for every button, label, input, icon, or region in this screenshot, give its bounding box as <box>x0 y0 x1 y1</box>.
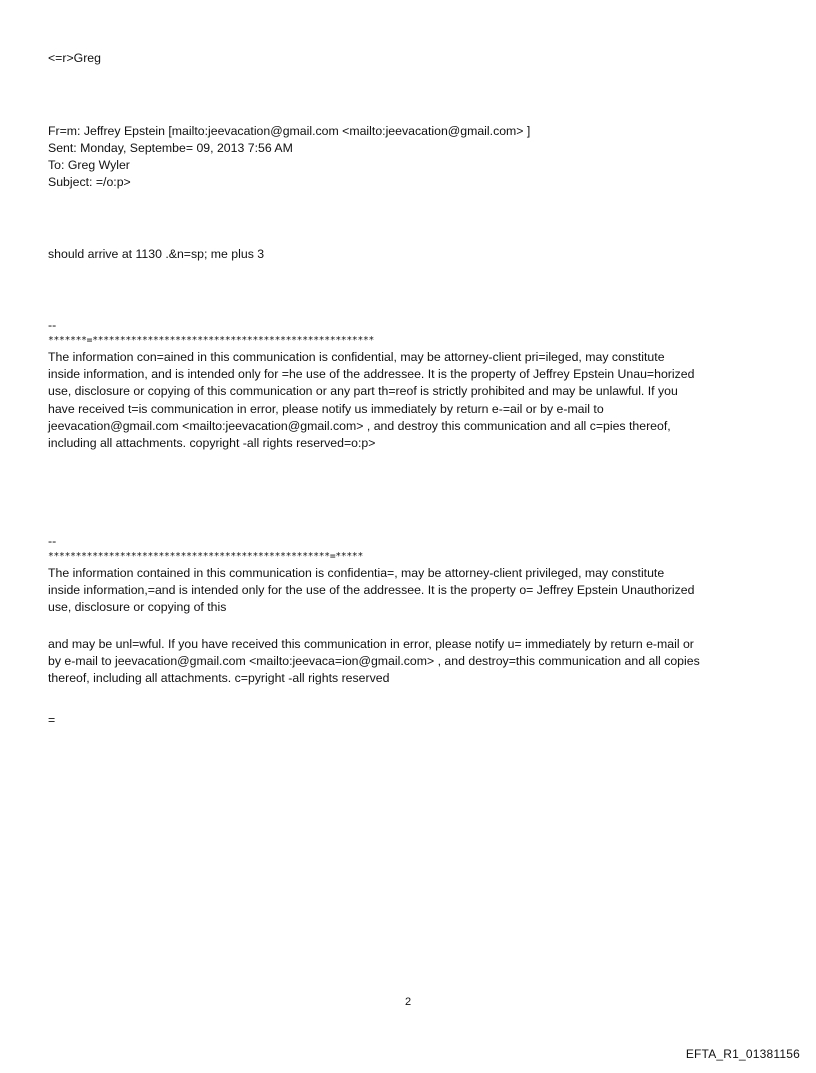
disclaimer-line: jeevacation@gmail.com <mailto:jeevacation@gmail.com> , and destroy this communication and all c=pies thereof, <box>48 418 671 433</box>
sent-line: Sent: Monday, Septembe= 09, 2013 7:56 AM <box>48 141 293 155</box>
disclaimer-line: by e-mail to jeevacation@gmail.com <mailto:jeevaca=ion@gmail.com> , and destroy=this communication and all copies <box>48 654 700 669</box>
greeting-line: <=r>Greg <box>48 51 101 65</box>
disclaimer-line: use, disclosure or copying of this <box>48 600 227 615</box>
from-line: Fr=m: Jeffrey Epstein [mailto:jeevacation@gmail.com <mailto:jeevacation@gmail.com> ] <box>48 124 531 138</box>
to-line: To: Greg Wyler <box>48 158 130 172</box>
disclaimer-line: including all attachments. copyright -all rights reserved=o:p> <box>48 436 376 451</box>
signature-dashes: -- <box>48 318 57 332</box>
disclaimer-paragraph <box>48 349 770 452</box>
signature-dashes: -- <box>48 534 57 548</box>
bates-number: EFTA_R1_01381156 <box>685 1047 800 1061</box>
message-body: should arrive at 1130 .&n=sp; me plus 3 <box>48 247 265 261</box>
disclaimer-line: The information contained in this communication is confidentia=, may be attorney-client privileged, may constitute <box>48 566 665 580</box>
trailing-mark: = <box>48 713 56 727</box>
disclaimer-line: and may be unl=wful. If you have received this communication in error, please notify u= immediately by return e-mail or <box>48 637 694 651</box>
disclaimer-line: inside information,=and is intended only for the use of the addressee. It is the property o= Jeffrey Epstein Unauthorized <box>48 583 695 598</box>
disclaimer-line: thereof, including all attachments. c=pyright -all rights reserved <box>48 671 390 686</box>
page-number: 2 <box>404 996 412 1008</box>
disclaimer-line: The information con=ained in this communication is confidential, may be attorney-client pri=ileged, may constitute <box>48 350 665 364</box>
star-separator: *******=*************************************************** <box>48 335 375 346</box>
disclaimer-line: have received t=is communication in error, please notify us immediately by return e-=ail or by e-mail to <box>48 401 604 416</box>
disclaimer-line: use, disclosure or copying of this communication or any part th=reof is strictly prohibited and may be unlawful. If you <box>48 384 678 399</box>
star-separator: ***************************************************=***** <box>48 551 363 562</box>
disclaimer-paragraph-continued <box>48 636 770 688</box>
disclaimer-line: inside information, and is intended only for =he use of the addressee. It is the property of Jeffrey Epstein Unau=horized <box>48 367 695 382</box>
subject-line: Subject: =/o:p> <box>48 175 131 189</box>
disclaimer-paragraph <box>48 565 770 617</box>
